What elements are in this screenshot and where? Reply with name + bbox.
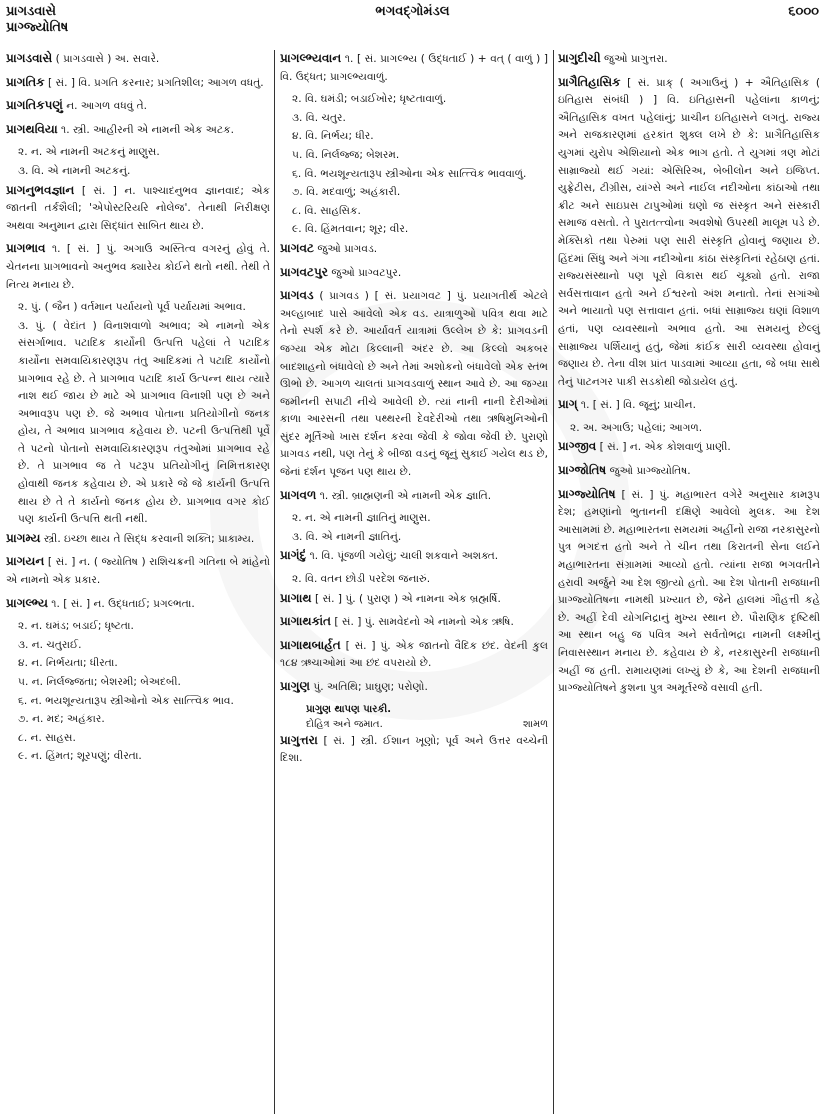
dictionary-entry xyxy=(558,438,820,457)
dictionary-entry xyxy=(280,240,548,259)
definition: ૧. [ સં. પ્રાગલ્ભ્ય ( ઉદ્ધતાઈ ) + વત્ ( વાળું ) ] વિ. ઉદ્ધત; પ્રાગલ્ભ્યવાળું. xyxy=(280,53,548,83)
column-divider xyxy=(274,50,275,1114)
sense: ૫. વિ. નિર્લજ્જ; બેશરમ. xyxy=(292,148,400,161)
guide-word-first: પ્રાગડવાસે xyxy=(6,4,57,19)
dictionary-entry xyxy=(558,486,820,698)
headword: પ્રાગવળ xyxy=(280,487,317,502)
definition: ૧. [ સં. ] પું. અગાઉ અસ્તિત્વ વગરનું હોવું તે. ચેતનના પ્રાગભાવનો અનુભવ ક્યારેય કોઈને થતો નથી. તેથી તે નિત્ય મનાય છે. xyxy=(6,243,270,291)
sense: ૫. ન. નિર્લજ્જતા; બેશરમી; બેઅદબી. xyxy=(18,676,181,688)
definition: ( પ્રાગવડ ) [ સં. પ્રયાગવટ ] પું. પ્રયાગતીર્થ એટલે અલ્હાબાદ પાસે આવેલો એક વડ. યાત્રાળુઓ પવિત્ર થવા માટે તેનો સ્પર્શ કરે છે. આર્યાવર્ત યાત્રામાં ઉલ્લેખ છે કે: પ્રાગવડની જગ્યા એક મોટા કિલ્લાની અંદર છે. આ કિલ્લો અકબર બાદશાહનો બંધાવેલો છે અને તેમાં અશોકનો બંધાવેલો એક સ્તંભ ઊભો છે. આગળ ચાલતાં પ્રાગવડવાળું સ્થાન આવે છે. આ જગ્યા જમીનની સપાટી નીચે આવેલી છે. ત્યાં નાની નાની દેરીઓમાં કાળા આરસની તથા પથ્થરની દેવદેરીઓ તથા ઋષિમુનિઓની સુંદર મૂર્તિઓ ખાસ દર્શન કરવા જેવી કે જોવા જેવી છે. પુરાણો પ્રાગવડ નથી, પણ તેનું કે બીજા વડનું જૂનું સુકાઈ ગયેલ થડ છે, જેનાં દર્શન પૂજન પણ થાય છે. xyxy=(280,290,548,479)
column-1 xyxy=(6,50,270,1120)
definition: ન. આગળ વધવું તે. xyxy=(66,100,148,113)
headword: પ્રાગાથ xyxy=(280,590,312,605)
sense: ૩. પું. ( વેદાંત ) વિનાશવાળો અભાવ; એ નામનો એક સંસર્ગાભાવ. પટાદિક કાર્યોની ઉત્પત્તિ પહેલાં તે પટાદિક કાર્યોના સમવાયિકારણરૂપ તંતુ આદિકમાં તે પટાદિ કાર્યોનો પ્રાગભાવ રહે છે. તે પ્રાગભાવ પટાદિ કાર્ય ઉત્પન્ન થાય ત્યારે નાશ થઈ જાય છે માટે એ પ્રાગભાવ વિનાશી પણ છે અને અભાવરૂપ પણ છે. જે અભાવ પોતાના પ્રતિયોગીનો જનક હોય, તે અભાવ પ્રાગભાવ કહેવાય છે. પટની ઉત્પત્તિથી પૂર્વે તે પટનો પોતાનો સમવાયિકારણરૂપ તંતુઓમાં પ્રાગભાવ રહે છે. તે પ્રાગભાવ જ તે પટરૂપ પ્રતિયોગીનું નિમિત્તકારણ હોવાથી જનક કહેવાય છે. એ પ્રકારે જે જે કાર્યની ઉત્પત્તિ થાય છે તે તે કાર્યનો જનક હોય છે. પ્રાગભાવ વગર કોઈ પણ કાર્યની ઉત્પત્તિ થતી નથી. xyxy=(18,319,270,526)
headword: પ્રાગવટપુર xyxy=(280,264,328,279)
sense: ૮. ન. સાહસ. xyxy=(18,731,76,744)
headword: પ્રાગંદું xyxy=(280,548,307,563)
sense: ૯. વિ. હિંમતવાન; શૂર; વીર. xyxy=(292,223,409,236)
definition: [ સં. ] સ્ત્રી. ઈશાન ખૂણો; પૂર્વ અને ઉત્તર વચ્ચેની દિશા. xyxy=(280,734,548,765)
quotation xyxy=(280,717,548,732)
dictionary-entry xyxy=(6,240,270,294)
sense: ૮. વિ. સાહસિક. xyxy=(292,204,361,217)
dictionary-entry xyxy=(558,74,820,392)
dictionary-entry xyxy=(6,182,270,236)
headword: પ્રાગલ્ભ્ય xyxy=(6,595,48,610)
definition: [ સં. ] પું. સામવેદનો એ નામનો એક ઋષિ. xyxy=(334,616,514,629)
definition: સ્ત્રી. ઇચ્છા થાય તે સિદ્ધ કરવાની શક્તિ; પ્રાકામ્ય. xyxy=(43,532,255,545)
sense: ૨. ન. ઘમંડ; બડાઈ; ધૃષ્ટતા. xyxy=(18,620,134,633)
definition: [ સં. ] પું. એક જાતનો વૈદિક છંદ. વેદની કુલ ૧૮૪ ઋચાઓમાં આ છંદ વપરાયો છે. xyxy=(280,639,548,670)
definition: જુઓ પ્રાગુત્તરા. xyxy=(604,53,668,65)
sense: ૨. વિ. વતન છોડી પરદેશ જનારું. xyxy=(292,573,431,586)
definition: [ સં. ] પું. મહાભારત વગેરે અનુસાર કામરૂપ દેશ; હમણાંનો ભુતાનની દક્ષિણે આવેલો મુલક. આ દેશ આસામમાં છે. મહાભારતના સમયમાં અહીંનો રાજા નરકાસુરનો પુત્ર ભગદત્ત હતો અને તે ચીન તથા કિરાતની સેના લઈને મહાભારતના સંગ્રામમાં આવ્યો હતો. ત્યાંના રાજા ભગવતીને હરાવી અર્જુને આ દેશ જીત્યો હતો. આ દેશ પોતાની રાજધાની પ્રાગ્જ્યોતિષના નામથી પ્રખ્યાત છે, જેને હાલમાં ગૌહત્તી કહે છે. અહીં દેવી યોગનિદ્રાનું મુખ્ય સ્થાન છે. પૌરાણિક દૃષ્ટિથી આ સ્થાન બહુ જ પવિત્ર અને સર્વતોભદ્રા નામની લક્ષ્મીનું નિવાસસ્થાન મનાય છે. કહેવાય છે કે, નરકાસુરની રાજધાની અહીં જ હતી. રામાયણમાં લખ્યું છે કે, આ દેશની રાજધાની પ્રાગ્જ્યોતિષને કુશના પુત્ર અમૂર્તરજે વસાવી હતી. xyxy=(558,488,820,695)
headword: પ્રાગુણ xyxy=(280,679,310,693)
dictionary-entry xyxy=(280,264,548,283)
sense: ૩. વિ. ચતુર. xyxy=(292,111,346,124)
definition: ( પ્રાગડવાસે ) અ. સવારે. xyxy=(55,53,160,65)
sense: ૭. વિ. મદવાળું; અહંકારી. xyxy=(292,186,401,199)
headword: પ્રાગુત્તરા xyxy=(280,732,318,747)
definition: જુઓ પ્રાગવડ. xyxy=(317,242,378,255)
sense: ૩. વિ. એ નામની જ્ઞાતિનું. xyxy=(292,530,402,543)
definition: પું. અતિથિ; પ્રાઘુણ; પરોણો. xyxy=(313,681,428,693)
headword: પ્રાગુદીચી xyxy=(558,51,601,65)
headword: પ્રાગડવાસે xyxy=(6,51,53,65)
running-title: ભગવદ્ગોમંડલ xyxy=(375,4,450,19)
sense: ૭. ન. મદ; અહંકાર. xyxy=(18,713,105,726)
headword: પ્રાગલ્ભ્યવાન xyxy=(280,51,342,65)
dictionary-entry xyxy=(558,462,820,481)
sense: ૨. ન. એ નામની અટકનું માણુસ. xyxy=(18,146,160,159)
sense: ૬. ન. ભયશૂન્યતારૂપ સ્ત્રીઓનો એક સાત્ત્વિક ભાવ. xyxy=(18,694,234,707)
dictionary-entry xyxy=(280,287,548,482)
headword: પ્રાગાથકાંત xyxy=(280,614,332,629)
headword: પ્રાગતિક xyxy=(6,74,45,89)
dictionary-entry xyxy=(280,487,548,506)
headword: પ્રાગતિકપણું xyxy=(6,98,63,113)
dictionary-entry xyxy=(6,530,270,549)
definition: જુઓ પ્રાગ્જ્યોતિષ. xyxy=(609,465,691,478)
dictionary-entry xyxy=(280,678,548,697)
headword: પ્રાગથવિયા xyxy=(6,121,58,136)
headword: પ્રાગમ્ય xyxy=(6,530,41,545)
headword: પ્રાગૈતિહાસિક xyxy=(558,74,621,89)
definition: ૧. સ્ત્રી. બ્રાહ્મણની એ નામની એક જ્ઞાતિ. xyxy=(319,489,492,502)
page-number: ૬૦૦૦ xyxy=(788,4,819,19)
dictionary-entry xyxy=(6,74,270,93)
sense: ૨. અ. અગાઉ; પહેલાં; આગળ. xyxy=(570,421,703,434)
definition: જુઓ પ્રાગ્વટપુર. xyxy=(331,266,402,279)
definition: [ સં. ] ન. પાશ્ચાદનુભવ જ્ઞાનવાદ; એક જાતની તર્કશૈલી; 'એપોસ્ટરિયરિ નોલેજ'. તેનાથી નિરીક્ષણ અથવા અનુમાન દ્વારા સિદ્ધાંત સાબિત થાય છે. xyxy=(6,184,270,232)
sense: ૯. ન. હિંમત; શૂરપણું; વીરતા. xyxy=(18,750,142,763)
dictionary-entry xyxy=(280,637,548,673)
headword: પ્રાગ્જીવ xyxy=(558,439,597,454)
dictionary-entry xyxy=(6,121,270,140)
page-header xyxy=(6,4,819,44)
headword: પ્રાગવડ xyxy=(280,288,314,303)
definition: [ સં. ] પું. ( પુરાણ ) એ નામના એક બ્રહ્મર્ષિ. xyxy=(315,592,501,605)
quotation-line: દોહિત્ર અને જમાત. xyxy=(306,718,383,730)
headword: પ્રાગ્જોતિષ xyxy=(558,463,607,478)
definition: [ સં. ] ન. એક કોશવાળું પ્રાણી. xyxy=(599,441,731,454)
definition: [ સં. ] ન. ( જ્યોતિષ ) રાશિચક્રની ગતિના બે માંહેનો એ નામનો એક પ્રકાર. xyxy=(6,556,270,587)
sense: ૪. ન. નિર્ભયતા; ધીરતા. xyxy=(18,657,118,670)
sense: ૨. પું. ( જૈન ) વર્તમાન પર્યાયનો પૂર્વ પર્યાયમાં અભાવ. xyxy=(18,301,246,314)
dictionary-entry xyxy=(280,547,548,566)
headword: પ્રાગયન xyxy=(6,554,45,569)
guide-word-last: પ્રાગ્જ્યોતિષ xyxy=(6,20,69,35)
headword: પ્રાગભાવ xyxy=(6,241,46,256)
definition: ૧. વિ. પૂંજળી ગયેલું; ચાલી શકવાને અશક્ત. xyxy=(309,550,499,563)
column-3 xyxy=(558,50,820,1120)
headword: પ્રાગનુભવજ્ઞાન xyxy=(6,182,75,197)
dictionary-entry xyxy=(6,595,270,614)
column-divider xyxy=(553,50,554,1114)
quotation-line: પ્રાગુણ થાપણ પારકી. xyxy=(306,703,392,715)
dictionary-entry xyxy=(6,553,270,589)
definition: [ સં. ] વિ. પ્રગતિ કરનાર; પ્રગતિશીલ; આગળ વધતું. xyxy=(48,76,264,89)
column-2 xyxy=(280,50,548,1120)
dictionary-entry xyxy=(280,590,548,609)
dictionary-entry xyxy=(558,396,820,415)
sense: ૩. ન. ચતુરાઈ. xyxy=(18,638,82,651)
dictionary-entry xyxy=(6,97,270,116)
sense: ૨. ન. એ નામની જ્ઞાતિનું માણુસ. xyxy=(292,512,431,525)
headword: પ્રાગવટ xyxy=(280,240,314,255)
headword: પ્રાગ્જ્યોતિષ xyxy=(558,486,616,501)
sense: ૬. વિ. ભયશૂન્યતારૂપ સ્ત્રીઓના એક સાત્ત્વિક ભાવવાળું. xyxy=(292,167,527,180)
definition: [ સં. પ્રાક્ ( અગાઉનું ) + ઐતિહાસિક ( ઇતિહાસ સંબંધી ) ] વિ. ઇતિહાસની પહેલાંના કાળનું; ઐતિહાસિક વખત પહેલાંનું; પ્રાચીન ઇતિહાસને લગતું. રાજ્ય અને રાજકારણમાં હરકાંત શુક્લ લખે છે કે: પ્રાગૈતિહાસિક યુગમાં યુરોપ એશિયાનો એક ભાગ હતો. તે યુગમાં ત્રણ મોટાં સામ્રાજ્યો થઈ ગયાં: એસિરિઅ, બેબીલોન અને ઇજિપ્ત. યુફ્રેટીસ, ટીગ્રીસ, યાંગ્સે અને નાઈલ નદીઓના કાંઠાઓ તથા ક્રીટ અને સાઇપ્રસ ટાપુઓમાં ઘણો જ સંસ્કૃત અને સંસ્કારી સમાજ વસતો. તે પુરાતત્ત્વોના અવશેષો ઉપરથી માલૂમ પડે છે. મેક્સિકો તથા પેરુમાં પણ સારી સંસ્કૃતિ હોવાનું જણાય છે. હિંદમાં સિંધુ અને ગંગા નદીઓના કાંઠા સંસ્કૃતિનાં રહેઠાણ હતાં. રાજ્યસંસ્થાનો પણ પૂરો વિકાસ થઈ ચૂક્યો હતો. રાજા સર્વસત્તાવાન હતો અને ઈશ્વરનો અંશ મનાતો. તેનાં સગાંઓ અને ભાયાતો પણ સત્તાવાન હતાં. બધાં સામ્રાજ્ય ઘણાં વિશાળ હતાં, પણ વ્યવસ્થાનો અભાવ હતો. આ સમયનું છેલ્લું સામ્રાજ્ય પર્શિયાનું હતું, જેમાં કાંઈક સારી વ્યવસ્થા હોવાનું જણાય છે. તેના વીશ પ્રાંત પાડવામાં આવ્યા હતા, જે બધા સાથે તેનું પાટનગર પાકી સડકોથી જોડાયેલ હતું. xyxy=(558,76,821,388)
definition: ૧. [ સં. ] ન. ઉદ્ધતાઈ; પ્રગલ્ભતા. xyxy=(51,597,195,610)
dictionary-entry xyxy=(6,50,270,69)
sense: ૩. વિ. એ નામની અટકનું. xyxy=(18,164,131,177)
dictionary-entry xyxy=(280,732,548,768)
quotation-source: શામળ xyxy=(522,718,548,730)
sense: ૨. વિ. ઘમંડી; બડાઈખોર; ધૃષ્ટતાવાળું. xyxy=(292,93,447,106)
definition: ૧. સ્ત્રી. આહીરની એ નામની એક અટક. xyxy=(61,123,234,136)
dictionary-entry xyxy=(280,613,548,632)
dictionary-entry xyxy=(558,50,820,69)
dictionary-entry xyxy=(280,50,548,86)
headword: પ્રાગાથબાર્હત xyxy=(280,637,341,652)
sense: ૪. વિ. નિર્ભય; ધીર. xyxy=(292,130,374,143)
definition: ૧. [ સં. ] વિ. જૂનું; પ્રાચીન. xyxy=(580,399,696,412)
headword: પ્રાગ્ xyxy=(558,397,578,412)
